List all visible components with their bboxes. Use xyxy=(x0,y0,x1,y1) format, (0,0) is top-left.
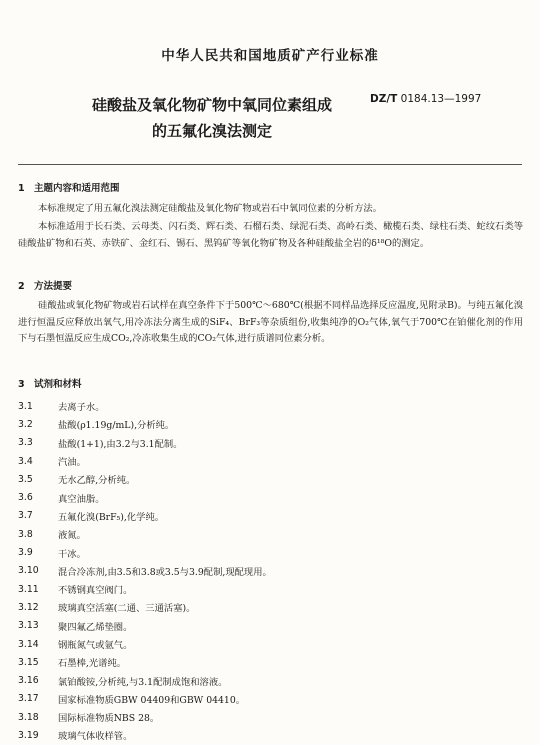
list-item-number: 3.9 xyxy=(18,547,33,559)
list-item xyxy=(18,507,523,525)
title-line-1: 硅酸盐及氧化物矿物中氧同位素组成 xyxy=(91,96,332,114)
list-item xyxy=(18,452,523,470)
list-item-text: 干冰。 xyxy=(58,548,86,560)
list-item-text: 液氮。 xyxy=(58,530,86,542)
document-title xyxy=(62,92,362,144)
list-item-text: 汽油。 xyxy=(58,457,86,469)
list-item-number: 3.15 xyxy=(18,656,39,668)
list-item-number: 3.3 xyxy=(18,437,33,449)
section-3-heading xyxy=(18,376,82,390)
list-item-text: 五氟化溴(BrF₅),化学纯。 xyxy=(58,511,165,523)
section-2-heading xyxy=(18,278,72,292)
list-item-text: 石墨棒,光谱纯。 xyxy=(58,658,127,670)
list-item xyxy=(18,488,523,506)
list-item xyxy=(18,708,523,726)
title-line-2: 的五氟化溴法测定 xyxy=(151,122,272,140)
section-1-title: 主题内容和适用范围 xyxy=(34,183,120,194)
list-item-number: 3.2 xyxy=(18,418,33,430)
list-item-number: 3.12 xyxy=(18,601,39,613)
section-1-paragraph-1: 本标准规定了用五氟化溴法测定硅酸盐及氧化物矿物或岩石中氧同位素的分析方法。 xyxy=(38,203,382,214)
list-item-text: 去离子水。 xyxy=(58,402,105,414)
standard-code-number: 0184.13—1997 xyxy=(400,93,482,105)
reagent-list xyxy=(18,397,523,745)
list-item-text: 无水乙醇,分析纯。 xyxy=(58,475,136,487)
list-item-text: 不锈钢真空阀门。 xyxy=(58,585,133,597)
list-item-number: 3.4 xyxy=(18,455,33,467)
list-item-number: 3.10 xyxy=(18,565,39,577)
section-2-title: 方法提要 xyxy=(34,281,73,292)
list-item-text: 盐酸(ρ1.19g/mL),分析纯。 xyxy=(58,420,175,432)
list-item xyxy=(18,397,523,415)
section-2-paragraph: 硅酸盐或氧化物矿物或岩石试样在真空条件下于500℃～680℃(根据不同样品选择反应温度,见附录B)。与纯五氟化溴进行恒温反应释放出氧气,用冷冻法分离生成的SiF₄、BrF₃等杂质组份,收集纯净的O₂气体,氧气于700℃在铂催化剂的作用下与石墨恒温反应生成CO₂,冷冻收集生成的CO₂气体,进行质谱同位素分析。 xyxy=(18,300,523,344)
list-item xyxy=(18,543,523,561)
section-1-heading xyxy=(18,180,120,194)
list-item xyxy=(18,525,523,543)
list-item xyxy=(18,635,523,653)
list-item xyxy=(18,470,523,488)
list-item-text: 玻璃真空活塞(二通、三通活塞)。 xyxy=(58,603,196,615)
list-item-text: 聚四氟乙烯垫圈。 xyxy=(58,621,133,633)
list-item-number: 3.7 xyxy=(18,510,33,522)
list-item xyxy=(18,617,523,635)
list-item-number: 3.14 xyxy=(18,638,39,650)
list-item-number: 3.13 xyxy=(18,620,39,632)
list-item xyxy=(18,726,523,744)
standard-category-header: 中华人民共和国地质矿产行业标准 xyxy=(161,48,379,64)
section-3-title: 试剂和材料 xyxy=(34,379,82,390)
list-item-number: 3.6 xyxy=(18,492,33,504)
list-item-text: 钢瓶氮气或氩气。 xyxy=(58,640,133,651)
list-item-number: 3.16 xyxy=(18,675,39,687)
standard-code xyxy=(370,93,481,105)
list-item xyxy=(18,653,523,671)
list-item-text: 国际标准物质NBS 28。 xyxy=(58,713,160,725)
list-item xyxy=(18,671,523,689)
list-item-number: 3.5 xyxy=(18,473,33,485)
list-item-text: 真空油脂。 xyxy=(58,493,105,505)
list-item xyxy=(18,415,523,433)
list-item-text: 玻璃气体收样管。 xyxy=(58,731,133,743)
section-3-number: 3 xyxy=(18,379,25,390)
list-item-number: 3.17 xyxy=(18,693,39,705)
list-item xyxy=(18,562,523,580)
header-divider xyxy=(18,164,522,165)
section-2-number: 2 xyxy=(18,281,25,292)
list-item xyxy=(18,690,523,708)
list-item-number: 3.19 xyxy=(18,729,39,741)
list-item-text: 混合冷冻剂,由3.5和3.8或3.5与3.9配制,现配现用。 xyxy=(58,566,272,578)
list-item xyxy=(18,434,523,452)
standard-code-prefix: DZ/T xyxy=(370,93,398,105)
list-item-number: 3.8 xyxy=(18,528,33,540)
list-item-number: 3.18 xyxy=(18,711,39,723)
list-item-text: 国家标准物质GBW 04409和GBW 04410。 xyxy=(58,694,246,706)
list-item-text: 盐酸(1+1),由3.2与3.1配制。 xyxy=(58,438,183,450)
section-1-paragraph-2: 本标准适用于长石类、云母类、闪石类、辉石类、石榴石类、绿泥石类、高岭石类、橄榄石类、绿柱石类、蛇纹石类等硅酸盐矿物和石英、赤铁矿、金红石、锡石、黑钨矿等氧化物矿物及各种硅酸盐全岩的δ¹⁸O的测定。 xyxy=(18,221,523,249)
list-item-number: 3.1 xyxy=(18,400,33,412)
list-item-text: 氯铂酸铵,分析纯,与3.1配制成饱和溶液。 xyxy=(58,676,228,688)
section-1-number: 1 xyxy=(18,183,25,194)
list-item xyxy=(18,598,523,616)
list-item xyxy=(18,580,523,598)
list-item-number: 3.11 xyxy=(18,583,39,595)
